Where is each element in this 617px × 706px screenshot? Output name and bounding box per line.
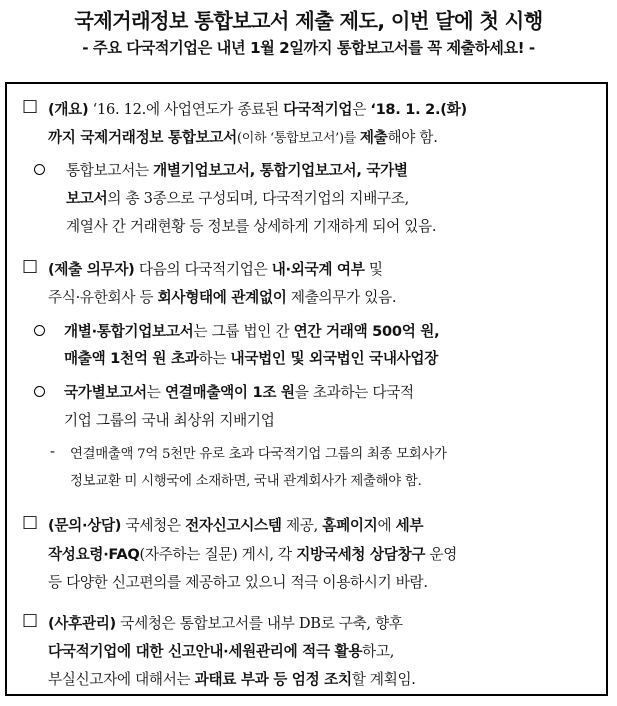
checkbox-bullet-icon: □: [22, 256, 39, 276]
inquiry-line-3: 등 다양한 신고편의를 제공하고 있으니 적극 이용하시기 바람.: [48, 574, 428, 591]
document-subtitle: - 주요 다국적기업은 내년 1월 2일까지 통합보고서를 꼭 제출하세요! -: [82, 39, 535, 57]
inquiry-line-2: 작성요령·FAQ(자주하는 질문) 게시, 각 지방국세청 상담창구 운영: [48, 546, 458, 563]
overview-bullet-line-2: 보고서의 총 3종으로 구성되며, 다국적기업의 지배구조,: [66, 190, 409, 207]
circle-bullet-icon: [34, 164, 45, 175]
checkbox-bullet-icon: □: [22, 512, 39, 532]
followup-line-3: 부실신고자에 대해서는 과태료 부과 등 엄정 조치할 계획임.: [48, 671, 416, 688]
circle-bullet-icon: [34, 325, 45, 336]
obligor-bullet2-line-2: 기업 그룹의 국내 최상위 지배기업: [64, 412, 275, 429]
overview-bullet-line-1: 통합보고서는 개별기업보고서, 통합기업보고서, 국가별: [66, 162, 408, 179]
obligor-note-line-2: 정보교환 미 시행국에 소재하면, 국내 관계회사가 제출해야 함.: [70, 474, 422, 489]
overview-line-2: 까지 국제거래정보 통합보고서(이하 ‘통합보고서’)를 제출해야 함.: [48, 129, 438, 146]
obligor-line-1: (제출 의무자) 다음의 다국적기업은 내·외국계 여부 및: [48, 261, 383, 278]
overview-line-1: (개요) ‘16. 12.에 사업연도가 종료된 다국적기업은 ‘18. 1. 2.(화): [48, 101, 467, 118]
document-title: 국제거래정보 통합보고서 제출 제도, 이번 달에 첫 시행: [74, 9, 543, 33]
obligor-note-line-1: 연결매출액 7억 5천만 유로 초과 다국적기업 그룹의 최종 모회사가: [70, 447, 447, 462]
followup-line-1: (사후관리) 국세청은 통합보고서를 내부 DB로 구축, 향후: [48, 615, 403, 632]
obligor-bullet1-line-1: 개별·통합기업보고서는 그룹 법인 간 연간 거래액 500억 원,: [64, 323, 440, 340]
obligor-line-2: 주식·유한회사 등 회사형태에 관계없이 제출의무가 있음.: [48, 289, 397, 306]
dash-bullet-icon: -: [50, 442, 56, 460]
followup-line-2: 다국적기업에 대한 신고안내·세원관리에 적극 활용하고,: [48, 643, 395, 660]
checkbox-bullet-icon: □: [22, 610, 39, 630]
circle-bullet-icon: [34, 386, 45, 397]
obligor-bullet2-line-1: 국가별보고서는 연결매출액이 1조 원을 초과하는 다국적: [64, 384, 414, 401]
inquiry-line-1: (문의·상담) 국세청은 전자신고시스템 제공, 홈페이지에 세부: [48, 517, 424, 534]
overview-bullet-line-3: 계열사 간 거래현황 등 정보를 상세하게 기재하게 되어 있음.: [66, 218, 437, 235]
obligor-bullet1-line-2: 매출액 1천억 원 초과하는 내국법인 및 외국법인 국내사업장: [64, 350, 439, 367]
checkbox-bullet-icon: □: [22, 96, 39, 116]
